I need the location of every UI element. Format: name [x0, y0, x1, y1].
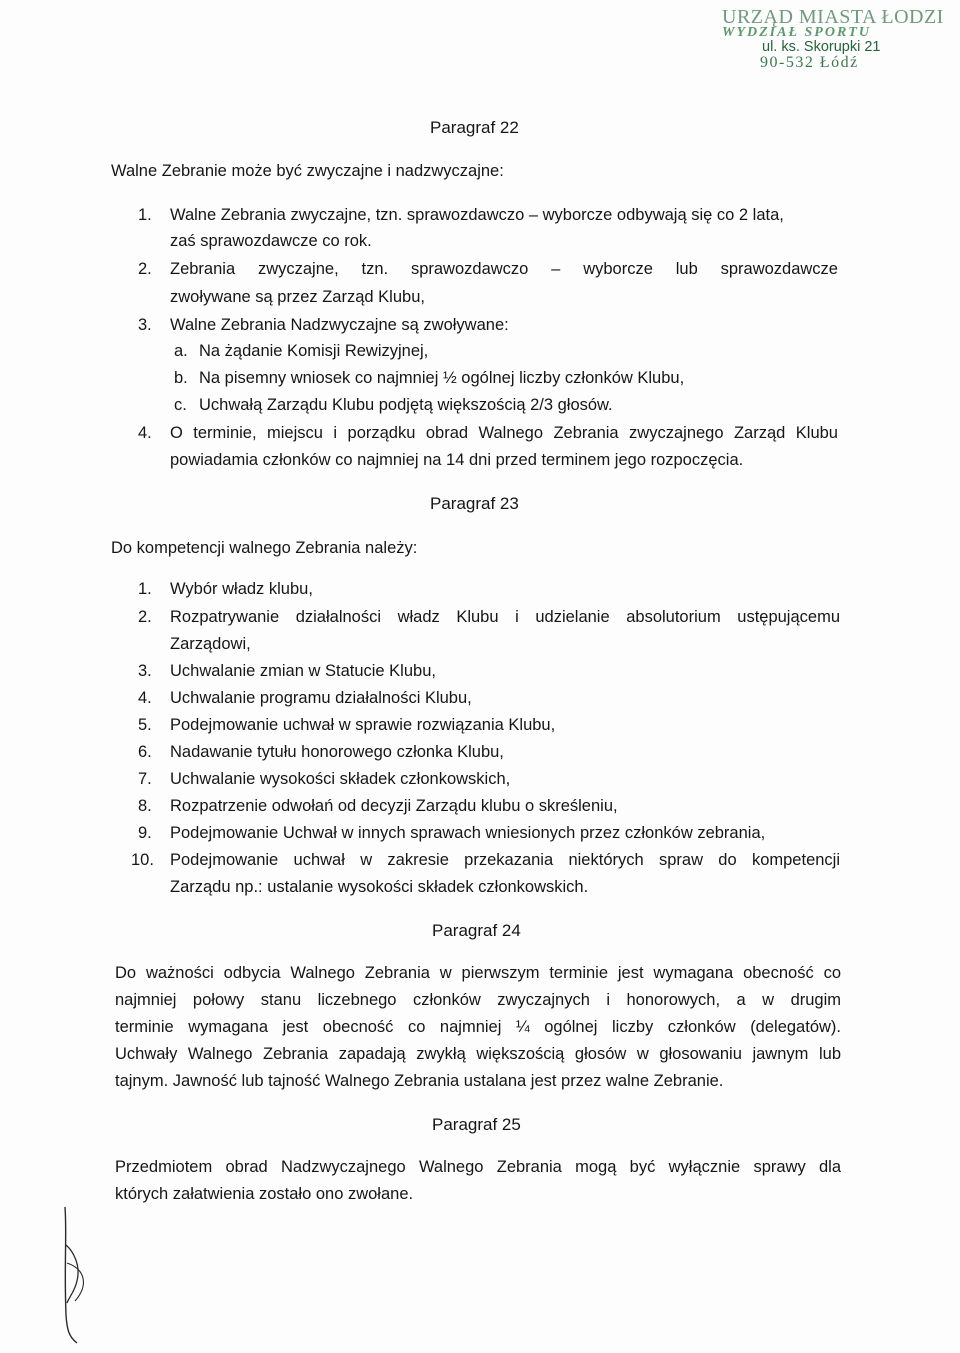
p22-subitem-a-text: Na żądanie Komisji Rewizyjnej, — [199, 342, 429, 360]
p24-line-4: Uchwały Walnego Zebrania zapadają zwykłą większością głosów w głosowaniu jawnym lub — [115, 1045, 841, 1063]
p22-item-2-line-1: Zebrania zwyczajne, tzn. sprawozdawczo – wyborcze lub sprawozdawcze — [170, 260, 838, 278]
p23-item-9-line-1: Podejmowanie Uchwał w innych sprawach wniesionych przez członków zebrania, — [170, 824, 766, 842]
p22-item-1-line-1: Walne Zebrania zwyczajne, tzn. sprawozdawczo – wyborcze odbywają się co 2 lata, — [170, 206, 784, 224]
paragraph-22-heading: Paragraf 22 — [430, 118, 519, 137]
p23-item-7-line-1: Uchwalanie wysokości składek członkowskich, — [170, 770, 511, 788]
p23-item-4-line-1: Uchwalanie programu działalności Klubu, — [170, 689, 472, 707]
p22-subitem-c-text: Uchwałą Zarządu Klubu podjętą większością 2/3 głosów. — [199, 396, 613, 414]
p23-item-10-line-2: Zarządu np.: ustalanie wysokości składek członkowskich. — [170, 878, 589, 896]
p23-item-6-number: 6. — [138, 743, 152, 761]
p23-item-10-line-1: Podejmowanie uchwał w zakresie przekazania niektórych spraw do kompetencji — [170, 851, 840, 869]
p23-item-3-number: 3. — [138, 662, 152, 680]
p23-item-7-number: 7. — [138, 770, 152, 788]
p23-item-1-line-1: Wybór władz klubu, — [170, 580, 313, 598]
p24-line-3: terminie wymagana jest obecność co najmniej ¼ ogólnej liczby członków (delegatów). — [115, 1018, 841, 1036]
p23-item-2-line-1: Rozpatrywanie działalności władz Klubu i udzielanie absolutorium ustępującemu — [170, 608, 840, 626]
p23-item-8-number: 8. — [138, 797, 152, 815]
p23-item-4-number: 4. — [138, 689, 152, 707]
p23-item-1-number: 1. — [138, 580, 152, 598]
p23-item-5-line-1: Podejmowanie uchwał w sprawie rozwiązania Klubu, — [170, 716, 556, 734]
p22-item-2-number: 2. — [138, 260, 152, 278]
paragraph-22-intro: Walne Zebranie może być zwyczajne i nadzwyczajne: — [111, 162, 504, 180]
p23-item-3-line-1: Uchwalanie zmian w Statucie Klubu, — [170, 662, 436, 680]
p24-line-2: najmniej połowy stanu liczebnego członków zwyczajnych i honorowych, a w drugim — [115, 991, 841, 1009]
p22-subitem-c-letter: c. — [174, 396, 187, 414]
p22-subitem-b-text: Na pisemny wniosek co najmniej ½ ogólnej liczby członków Klubu, — [199, 369, 685, 387]
p23-item-5-number: 5. — [138, 716, 152, 734]
p22-item-3-line-1: Walne Zebrania Nadzwyczajne są zwoływane: — [170, 316, 509, 334]
office-stamp — [722, 6, 954, 71]
p24-line-5: tajnym. Jawność lub tajność Walnego Zebrania ustalana jest przez walne Zebranie. — [115, 1072, 724, 1090]
p24-line-1: Do ważności odbycia Walnego Zebrania w pierwszym terminie jest wymagana obecność co — [115, 964, 841, 982]
p22-item-1-number: 1. — [138, 206, 152, 224]
paragraph-25-heading: Paragraf 25 — [432, 1115, 521, 1134]
p22-item-4-line-2: powiadamia członków co najmniej na 14 dni przed terminem jego rozpoczęcia. — [170, 451, 744, 469]
stamp-line-2: WYDZIAŁ SPORTU — [722, 25, 871, 40]
p22-item-2-line-2: zwoływane są przez Zarząd Klubu, — [170, 288, 425, 306]
p25-line-2: których załatwienia zostało ono zwołane. — [115, 1185, 414, 1203]
handwritten-signature — [55, 1205, 105, 1345]
p23-item-6-line-1: Nadawanie tytułu honorowego członka Klubu, — [170, 743, 504, 761]
p22-item-4-line-1: O terminie, miejscu i porządku obrad Walnego Zebrania zwyczajnego Zarząd Klubu — [170, 424, 838, 442]
paragraph-23-intro: Do kompetencji walnego Zebrania należy: — [111, 539, 418, 557]
stamp-line-4: 90-532 Łódź — [760, 54, 859, 71]
p23-item-2-line-2: Zarządowi, — [170, 635, 251, 653]
stamp-line-3: ul. ks. Skorupki 21 — [762, 39, 881, 55]
p23-item-9-number: 9. — [138, 824, 152, 842]
paragraph-24-heading: Paragraf 24 — [432, 921, 521, 940]
p22-item-1-line-2: zaś sprawozdawcze co rok. — [170, 232, 372, 250]
stamp-line-1: URZĄD MIASTA ŁODZI — [722, 6, 944, 28]
p22-item-4-number: 4. — [138, 424, 152, 442]
p22-item-3-number: 3. — [138, 316, 152, 334]
paragraph-23-heading: Paragraf 23 — [430, 494, 519, 513]
p22-subitem-a-letter: a. — [174, 342, 188, 360]
p23-item-2-number: 2. — [138, 608, 152, 626]
p23-item-10-number: 10. — [131, 851, 154, 869]
p22-subitem-b-letter: b. — [174, 369, 188, 387]
p23-item-8-line-1: Rozpatrzenie odwołań od decyzji Zarządu klubu o skreśleniu, — [170, 797, 618, 815]
p25-line-1: Przedmiotem obrad Nadzwyczajnego Walnego Zebrania mogą być wyłącznie sprawy dla — [115, 1158, 841, 1176]
